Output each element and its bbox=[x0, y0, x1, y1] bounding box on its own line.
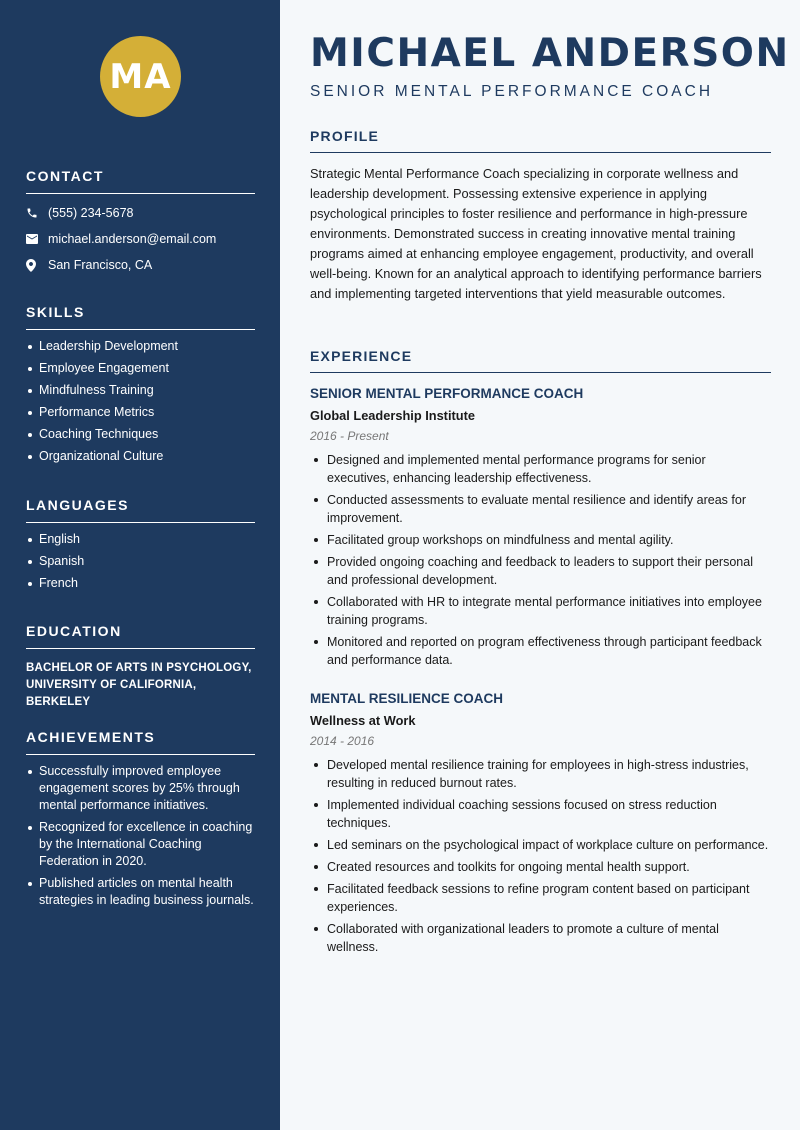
location-pin-icon bbox=[26, 259, 48, 272]
skills-section bbox=[26, 304, 255, 470]
education-heading: EDUCATION bbox=[26, 623, 255, 649]
contact-list bbox=[26, 200, 255, 278]
profile-section bbox=[310, 128, 771, 304]
languages-heading: LANGUAGES bbox=[26, 497, 255, 523]
experience-section bbox=[310, 348, 771, 373]
job-bullet: Designed and implemented mental performance programs for senior executives, enhancing leadership effectiveness. bbox=[310, 451, 771, 487]
location-text: San Francisco, CA bbox=[48, 258, 153, 272]
job-entry bbox=[310, 691, 771, 960]
language-item: English bbox=[26, 531, 255, 548]
job-bullet: Developed mental resilience training for employees in high-stress industries, resulting in reduced burnout rates. bbox=[310, 756, 771, 792]
skills-list bbox=[26, 338, 255, 465]
job-bullet: Provided ongoing coaching and feedback to leaders to support their personal and professional development. bbox=[310, 553, 771, 589]
skills-heading: SKILLS bbox=[26, 304, 255, 330]
skill-item: Mindfulness Training bbox=[26, 382, 255, 399]
achievement-item: Recognized for excellence in coaching by the International Coaching Federation in 2020. bbox=[26, 819, 255, 870]
job-dates: 2014 - 2016 bbox=[310, 734, 375, 748]
job-bullet: Facilitated group workshops on mindfulness and mental agility. bbox=[310, 531, 771, 549]
profile-heading: PROFILE bbox=[310, 128, 771, 153]
job-bullet: Created resources and toolkits for ongoing mental health support. bbox=[310, 858, 771, 876]
skill-item: Employee Engagement bbox=[26, 360, 255, 377]
education-section bbox=[26, 623, 255, 711]
job-bullet: Conducted assessments to evaluate mental resilience and identify areas for improvement. bbox=[310, 491, 771, 527]
job-title: MENTAL RESILIENCE COACH bbox=[310, 691, 504, 706]
job-title: SENIOR MENTAL PERFORMANCE COACH bbox=[310, 386, 584, 401]
candidate-title: SENIOR MENTAL PERFORMANCE COACH bbox=[310, 83, 714, 100]
job-bullet: Implemented individual coaching sessions focused on stress reduction techniques. bbox=[310, 796, 771, 832]
job-bullet: Collaborated with organizational leaders to promote a culture of mental wellness. bbox=[310, 920, 771, 956]
skill-item: Coaching Techniques bbox=[26, 426, 255, 443]
candidate-name: MICHAEL ANDERSON bbox=[310, 31, 790, 76]
phone-icon bbox=[26, 207, 48, 219]
language-item: Spanish bbox=[26, 553, 255, 570]
achievements-list bbox=[26, 763, 255, 909]
languages-list bbox=[26, 531, 255, 592]
sidebar bbox=[0, 0, 280, 1130]
language-item: French bbox=[26, 575, 255, 592]
email-icon bbox=[26, 234, 48, 244]
achievement-item: Published articles on mental health strategies in leading business journals. bbox=[26, 875, 255, 909]
email-text[interactable]: michael.anderson@email.com bbox=[48, 232, 217, 246]
contact-section bbox=[26, 168, 255, 278]
job-bullet: Led seminars on the psychological impact of workplace culture on performance. bbox=[310, 836, 771, 854]
job-bullet: Monitored and reported on program effectiveness through participant feedback and performance data. bbox=[310, 633, 771, 669]
experience-heading: EXPERIENCE bbox=[310, 348, 771, 373]
languages-section bbox=[26, 497, 255, 597]
achievement-item: Successfully improved employee engagement scores by 25% through mental performance initiatives. bbox=[26, 763, 255, 814]
job-entry bbox=[310, 386, 771, 673]
job-dates: 2016 - Present bbox=[310, 429, 389, 443]
profile-text: Strategic Mental Performance Coach specializing in corporate wellness and leadership development. Possessing extensive experience in applying psychological principles to foster resilience and performance in high-pressure environments. Demonstrated success in creating innovative mental training programs aimed at enhancing employee engagement, productivity, and overall well-being. Known for an analytical approach to identifying performance barriers and implementing targeted interventions that yield measurable outcomes. bbox=[310, 166, 762, 301]
achievements-section bbox=[26, 729, 255, 914]
education-degree: BACHELOR OF ARTS IN PSYCHOLOGY, UNIVERSITY OF CALIFORNIA, BERKELEY bbox=[26, 662, 252, 708]
job-bullets bbox=[310, 756, 771, 956]
job-company: Global Leadership Institute bbox=[310, 408, 475, 423]
skill-item: Organizational Culture bbox=[26, 448, 255, 465]
achievements-heading: ACHIEVEMENTS bbox=[26, 729, 255, 755]
job-company: Wellness at Work bbox=[310, 713, 416, 728]
skill-item: Performance Metrics bbox=[26, 404, 255, 421]
contact-location bbox=[26, 252, 255, 278]
contact-email bbox=[26, 226, 255, 252]
contact-phone bbox=[26, 200, 255, 226]
job-bullets bbox=[310, 451, 771, 669]
phone-text: (555) 234-5678 bbox=[48, 206, 134, 220]
job-bullet: Facilitated feedback sessions to refine program content based on participant experiences. bbox=[310, 880, 771, 916]
contact-heading: CONTACT bbox=[26, 168, 255, 194]
skill-item: Leadership Development bbox=[26, 338, 255, 355]
job-bullet: Collaborated with HR to integrate mental performance initiatives into employee training programs. bbox=[310, 593, 771, 629]
avatar-initials: MA bbox=[109, 56, 172, 97]
avatar bbox=[100, 36, 181, 117]
